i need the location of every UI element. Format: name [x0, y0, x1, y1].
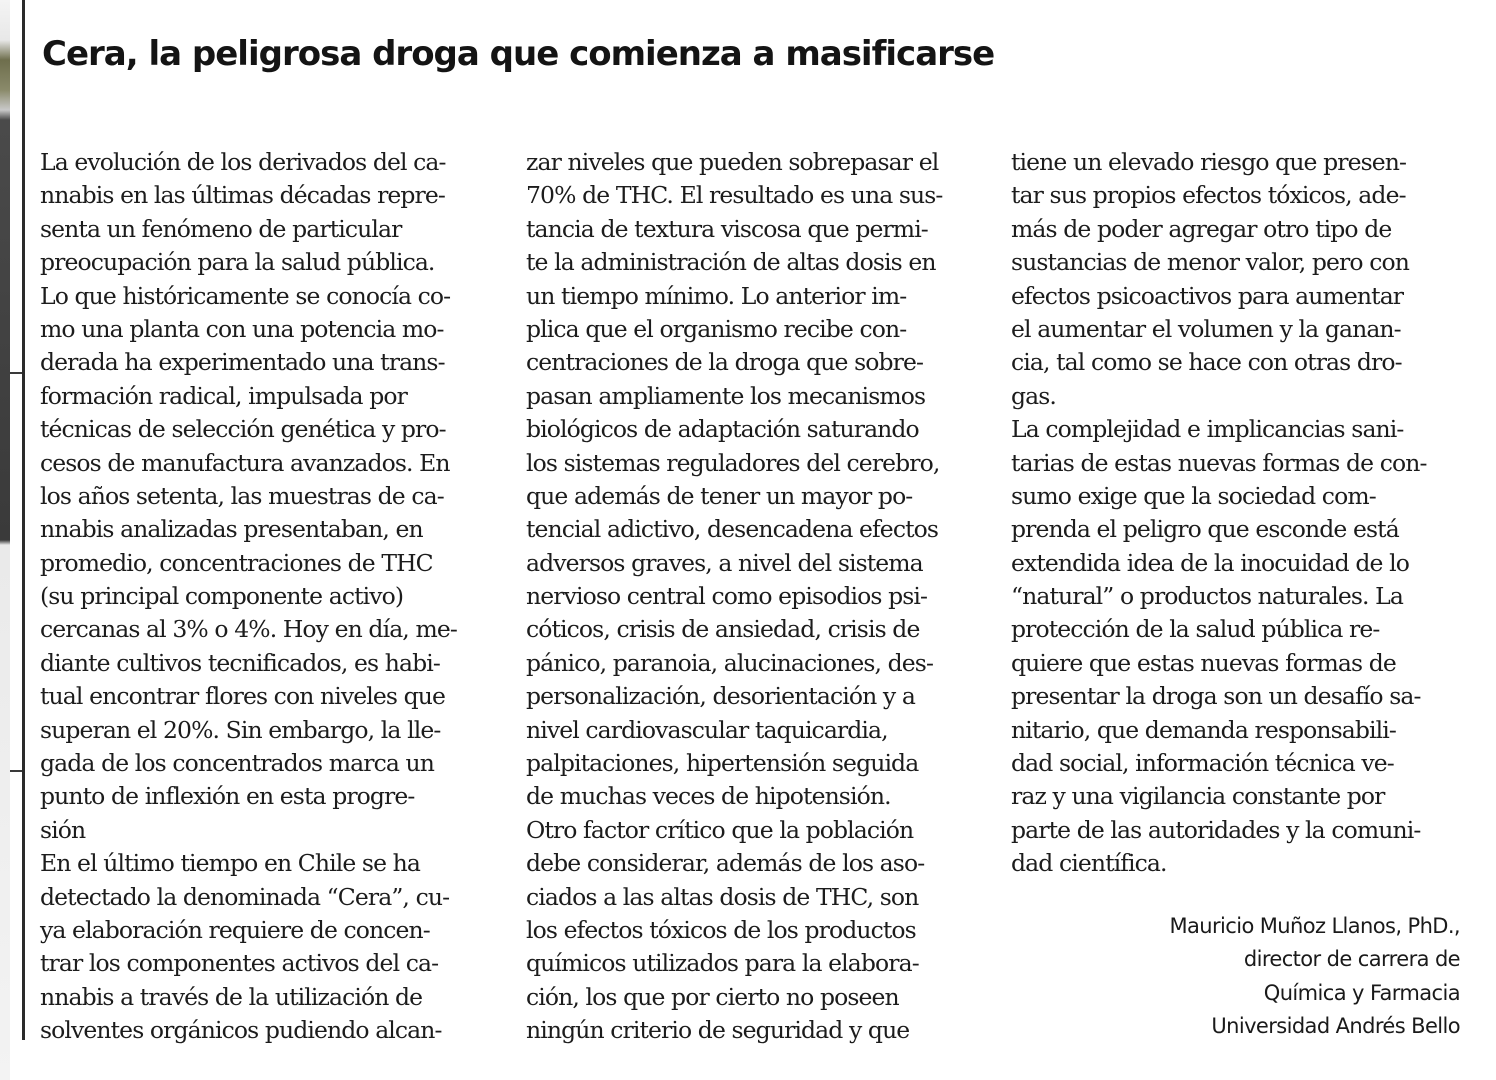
- article-text-line: preocupación para la salud pública.: [40, 248, 435, 277]
- article-text-line: más de poder agregar otro tipo de: [1011, 214, 1392, 243]
- article-text-line: tencial adictivo, desencadena efectos: [526, 515, 939, 544]
- article-text-line: pánico, paranoia, alucinaciones, des-: [526, 648, 934, 677]
- article-text-line: raz y una vigilancia constante por: [1011, 782, 1385, 811]
- article-text-line: detectado la denominada “Cera”, cu-: [40, 882, 450, 911]
- article-text-line: plica que el organismo recibe con-: [526, 314, 907, 343]
- article-text-line: sumo exige que la sociedad com-: [1011, 481, 1376, 510]
- article-text-line: nnabis en las últimas décadas repre-: [40, 181, 445, 210]
- article-headline: Cera, la peligrosa droga que comienza a masificarse: [42, 34, 995, 74]
- article-text-line: tar sus propios efectos tóxicos, ade-: [1011, 181, 1406, 210]
- signature-line: Universidad Andrés Bello: [1211, 1014, 1460, 1039]
- article-text-line: protección de la salud pública re-: [1011, 615, 1380, 644]
- signature-line: Mauricio Muñoz Llanos, PhD.,: [1169, 914, 1460, 938]
- article-text-line: nnabis a través de la utilización de: [40, 982, 423, 1011]
- article-text-line: diante cultivos tecnificados, es habi-: [40, 648, 440, 677]
- article-text-line: centraciones de la droga que sobre-: [526, 348, 924, 377]
- article-text-line: cóticos, crisis de ansiedad, crisis de: [526, 615, 920, 644]
- article-text-line: los efectos tóxicos de los productos: [526, 915, 916, 944]
- article-text-line: te la administración de altas dosis en: [526, 248, 936, 277]
- article-text-line: dad científica.: [1011, 849, 1167, 878]
- article-column-1: [40, 146, 495, 1048]
- article-text-line: palpitaciones, hipertensión seguida: [526, 749, 919, 778]
- article-text-line: cesos de manufactura avanzados. En: [40, 448, 450, 477]
- article-text-line: cia, tal como se hace con otras dro-: [1011, 348, 1402, 377]
- article-text-line: nnabis analizadas presentaban, en: [40, 515, 423, 544]
- article-text-line: solventes orgánicos pudiendo alcan-: [40, 1016, 442, 1045]
- article-text-line: sión: [40, 815, 86, 844]
- article-text-line: debe considerar, además de los aso-: [526, 849, 925, 878]
- article-column-2: [526, 146, 981, 1048]
- margin-tick: [10, 770, 22, 772]
- article-text-line: nivel cardiovascular taquicardia,: [526, 715, 888, 744]
- article-text-line: ción, los que por cierto no poseen: [526, 982, 899, 1011]
- article-text-line: parte de las autoridades y la comuni-: [1011, 815, 1421, 844]
- author-signature: [1170, 910, 1461, 1044]
- article-text-line: nitario, que demanda responsabili-: [1011, 715, 1396, 744]
- article-text-line: ciados a las altas dosis de THC, son: [526, 882, 919, 911]
- article-text-line: prenda el peligro que esconde está: [1011, 515, 1399, 544]
- article-text-line: superan el 20%. Sin embargo, la lle-: [40, 715, 441, 744]
- article-text-line: 70% de THC. El resultado es una sus-: [526, 181, 943, 210]
- article-text-line: formación radical, impulsada por: [40, 381, 407, 410]
- article-text-line: tiene un elevado riesgo que presen-: [1011, 148, 1407, 176]
- article-text-line: sustancias de menor valor, pero con: [1011, 248, 1409, 277]
- column-rule: [22, 0, 25, 1040]
- article-text-line: trar los componentes activos del ca-: [40, 949, 439, 978]
- article-text-line: ya elaboración requiere de concen-: [40, 915, 430, 944]
- article-text-line: punto de inflexión en esta progre-: [40, 782, 415, 811]
- article-text-line: que además de tener un mayor po-: [526, 481, 913, 510]
- article-text-line: tarias de estas nuevas formas de con-: [1011, 448, 1427, 477]
- article-text-line: Otro factor crítico que la población: [526, 815, 914, 844]
- article-text-line: senta un fenómeno de particular: [40, 214, 402, 243]
- article-text-line: adversos graves, a nivel del sistema: [526, 548, 923, 577]
- article-text-line: dad social, información técnica ve-: [1011, 749, 1394, 778]
- article-text-line: nervioso central como episodios psi-: [526, 582, 928, 611]
- article-text-line: zar niveles que pueden sobrepasar el: [526, 148, 939, 176]
- adjacent-page-edge: [0, 0, 10, 1080]
- signature-line: director de carrera de: [1243, 947, 1460, 972]
- article-text-line: tual encontrar flores con niveles que: [40, 682, 445, 711]
- article-text-line: técnicas de selección genética y pro-: [40, 415, 446, 444]
- article-text-line: químicos utilizados para la elabora-: [526, 949, 919, 978]
- article-text-line: La evolución de los derivados del ca-: [40, 148, 446, 176]
- article-text-line: efectos psicoactivos para aumentar: [1011, 281, 1404, 310]
- signature-line: Química y Farmacia: [1263, 980, 1460, 1005]
- article-text-line: pasan ampliamente los mecanismos: [526, 381, 926, 410]
- article-text-line: los años setenta, las muestras de ca-: [40, 481, 444, 510]
- article-text-line: presentar la droga son un desafío sa-: [1011, 682, 1421, 711]
- article-text-line: personalización, desorientación y a: [526, 682, 915, 711]
- article-column-3: [1011, 146, 1466, 881]
- article-text-line: Lo que históricamente se conocía co-: [40, 281, 451, 310]
- margin-tick: [10, 372, 22, 374]
- article-text-line: el aumentar el volumen y la ganan-: [1011, 314, 1401, 343]
- article-text-line: ningún criterio de seguridad y que: [526, 1016, 910, 1045]
- article-text-line: (su principal componente activo): [40, 582, 404, 611]
- article-text-line: La complejidad e implicancias sani-: [1011, 415, 1404, 444]
- article-text-line: tancia de textura viscosa que permi-: [526, 214, 928, 243]
- article-text-line: En el último tiempo en Chile se ha: [40, 849, 420, 878]
- article-text-line: extendida idea de la inocuidad de lo: [1011, 548, 1409, 577]
- article-text-line: cercanas al 3% o 4%. Hoy en día, me-: [40, 615, 457, 644]
- article-text-line: derada ha experimentado una trans-: [40, 348, 445, 377]
- article-text-line: promedio, concentraciones de THC: [40, 548, 433, 577]
- article-text-line: gas.: [1011, 381, 1056, 410]
- article-text-line: un tiempo mínimo. Lo anterior im-: [526, 281, 907, 310]
- article-text-line: los sistemas reguladores del cerebro,: [526, 448, 940, 477]
- article-text-line: biológicos de adaptación saturando: [526, 415, 919, 444]
- article-text-line: mo una planta con una potencia mo-: [40, 314, 444, 343]
- article-text-line: gada de los concentrados marca un: [40, 749, 434, 778]
- article-text-line: de muchas veces de hipotensión.: [526, 782, 891, 811]
- article-text-line: “natural” o productos naturales. La: [1011, 582, 1403, 611]
- article-text-line: quiere que estas nuevas formas de: [1011, 648, 1396, 677]
